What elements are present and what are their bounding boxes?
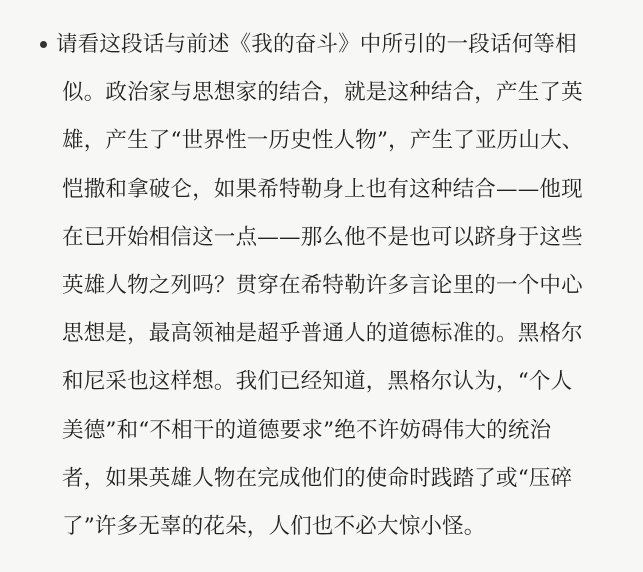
paragraph-line-11: 了”许多无辜的花朵，人们也不必大惊小怪。 bbox=[62, 513, 486, 539]
paragraph-line-2: 似。政治家与思想家的结合，就是这种结合，产生了英 bbox=[62, 80, 583, 106]
paragraph-line-1: 请看这段话与前述《我的奋斗》中所引的一段话何等相 bbox=[56, 32, 577, 57]
paragraph-line-5: 在已开始相信这一点——那么他不是也可以跻身于这些 bbox=[62, 224, 583, 250]
paragraph-line-8: 和尼采也这样想。我们已经知道，黑格尔认为，“个人 bbox=[62, 369, 573, 395]
paragraph-line-3: 雄，产生了“世界性一历史性人物”，产生了亚历山大、 bbox=[62, 128, 584, 154]
bullet-point-icon bbox=[40, 41, 47, 48]
paragraph-line-6: 英雄人物之列吗？贯穿在希特勒许多言论里的一个中心 bbox=[62, 272, 583, 298]
paragraph-line-10: 者，如果英雄人物在完成他们的使命时践踏了或“压碎 bbox=[62, 465, 573, 491]
paragraph bbox=[56, 30, 643, 560]
paragraph-line-9: 美德”和“不相干的道德要求”绝不许妨碍伟大的统治 bbox=[62, 417, 552, 443]
paragraph-line-7: 思想是，最高领袖是超乎普通人的道德标准的。黑格尔 bbox=[62, 321, 583, 347]
paragraph-line-4: 恺撒和拿破仑，如果希特勒身上也有这种结合——他现 bbox=[62, 176, 583, 202]
